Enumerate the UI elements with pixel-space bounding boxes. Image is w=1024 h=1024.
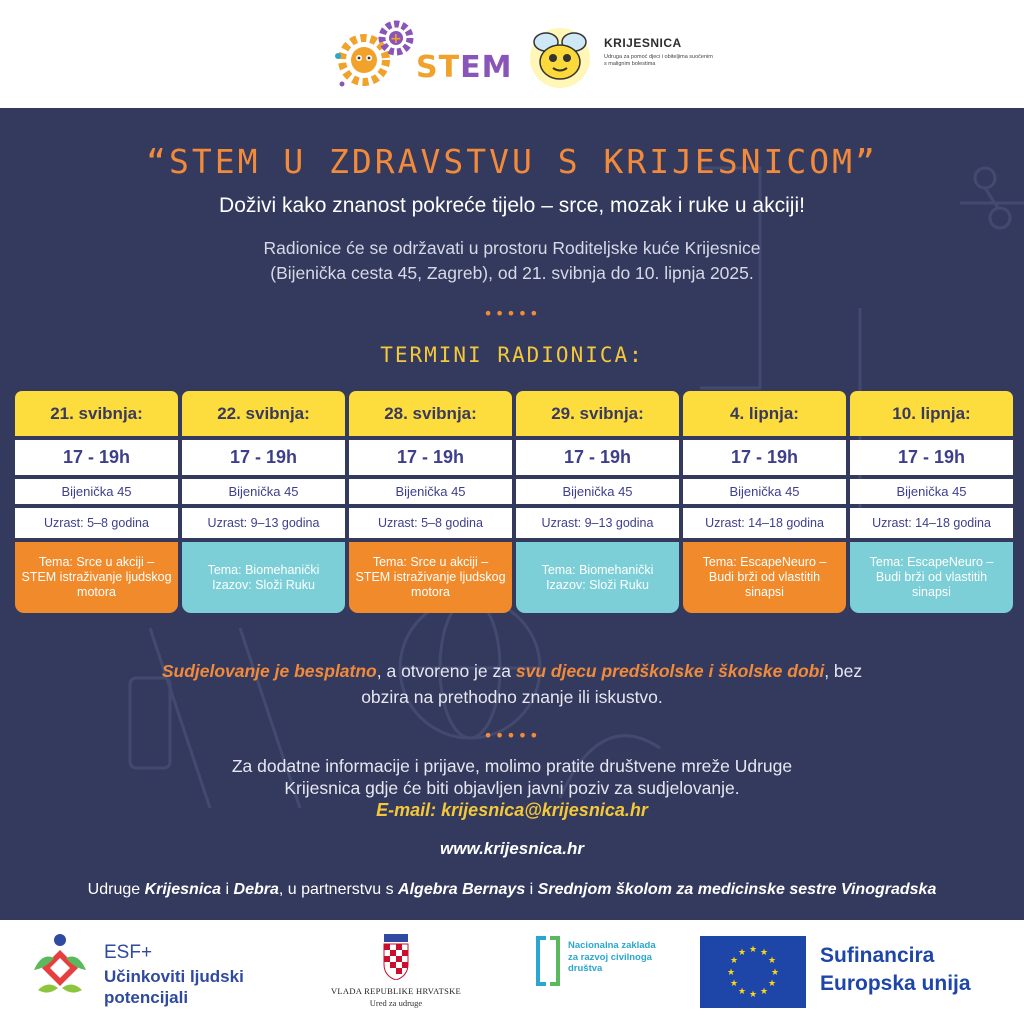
government-office: Ured za udruge: [369, 998, 423, 1008]
header: [0, 0, 1024, 108]
eu-line-2: Europska unija: [820, 972, 971, 995]
workshop-place: Bijenička 45: [850, 479, 1013, 504]
dots-divider: •••••: [483, 726, 541, 745]
workshop-time: 17 - 19h: [182, 440, 345, 475]
svg-text:★: ★: [729, 979, 739, 989]
workshop-card: [349, 391, 512, 613]
partner-name: Srednjom školom za medicinske sestre Vinogradska: [537, 881, 937, 898]
participation-text: [150, 658, 874, 710]
esf-emblem-icon: [28, 930, 98, 1010]
partners-text-part: i: [221, 881, 234, 898]
workshop-topic: Tema: Srce u akciji – STEM istraživanje ljudskog motora: [349, 542, 512, 613]
krijesnica-logo: [522, 20, 712, 92]
svg-text:★: ★: [767, 956, 777, 966]
workshop-place: Bijenička 45: [516, 479, 679, 504]
workshop-date: 21. svibnja:: [15, 391, 178, 436]
workshop-topic: Tema: Srce u akciji – STEM istraživanje ljudskog motora: [15, 542, 178, 613]
workshop-card: [683, 391, 846, 613]
info-line-2: Krijesnica gdje će biti objavljen javni poziv za sudjelovanje.: [284, 778, 740, 798]
workshop-topic: Tema: Biomehanički Izazov: Složi Ruku: [516, 542, 679, 613]
workshop-card: [182, 391, 345, 613]
partners-text: [0, 881, 1024, 899]
workshop-time: 17 - 19h: [516, 440, 679, 475]
foundation-name: Nacionalna zaklada za razvoj civilnoga društva: [568, 940, 656, 974]
eu-flag-icon: [700, 936, 806, 1008]
gear-icon: [330, 16, 420, 96]
workshop-date: 28. svibnja:: [349, 391, 512, 436]
bracket-icon: [534, 936, 562, 986]
krijesnica-tagline: Udruga za pomoć djeci i obiteljima suočenim s malignim bolestima: [604, 54, 713, 67]
partner-name: Krijesnica: [144, 881, 222, 898]
foundation-logo: [534, 936, 664, 1016]
footer: [0, 920, 1024, 1024]
website-link[interactable]: www.krijesnica.hr: [440, 839, 584, 858]
intro-line-1: Radionice će se održavati u prostoru Roditeljske kuće Krijesnice: [263, 238, 761, 258]
info-line-1: Za dodatne informacije i prijave, molimo pratite društvene mreže Udruge: [231, 756, 793, 776]
info-text: [130, 755, 894, 799]
workshop-topic: Tema: EscapeNeuro – Budi brži od vlastitih sinapsi: [850, 542, 1013, 613]
partners-text-part: i: [525, 881, 538, 898]
participation-text-part: , a otvoreno je za: [376, 661, 516, 681]
partner-name: Debra: [233, 881, 279, 898]
workshop-date: 29. svibnja:: [516, 391, 679, 436]
workshop-time: 17 - 19h: [15, 440, 178, 475]
stem-logo-text: STEM: [416, 50, 513, 85]
workshop-card: [15, 391, 178, 613]
free-participation-highlight: Sudjelovanje je besplatno: [161, 661, 377, 681]
workshop-topic: Tema: EscapeNeuro – Budi brži od vlastitih sinapsi: [683, 542, 846, 613]
intro-text: [180, 236, 844, 286]
workshop-place: Bijenička 45: [15, 479, 178, 504]
workshop-time: 17 - 19h: [850, 440, 1013, 475]
svg-text:★: ★: [759, 987, 769, 997]
svg-text:★: ★: [729, 956, 739, 966]
svg-text:★: ★: [726, 968, 736, 978]
croatian-coat-of-arms-icon: [381, 934, 411, 980]
intro-line-2: (Bijenička cesta 45, Zagreb), od 21. svibnja do 10. lipnja 2025.: [270, 263, 754, 283]
workshop-card: [850, 391, 1013, 613]
dots-divider: •••••: [483, 304, 541, 323]
workshop-place: Bijenička 45: [349, 479, 512, 504]
workshop-topic: Tema: Biomehanički Izazov: Složi Ruku: [182, 542, 345, 613]
workshop-age: Uzrast: 9–13 godina: [182, 508, 345, 538]
workshop-age: Uzrast: 9–13 godina: [516, 508, 679, 538]
poster-subtitle: Doživi kako znanost pokreće tijelo – srce, mozak i ruke u akciji!: [219, 194, 805, 217]
workshop-place: Bijenička 45: [182, 479, 345, 504]
workshop-age: Uzrast: 14–18 godina: [850, 508, 1013, 538]
workshop-date: 22. svibnja:: [182, 391, 345, 436]
svg-text:+: +: [390, 31, 402, 47]
workshop-date: 4. lipnja:: [683, 391, 846, 436]
esf-logo: [28, 930, 288, 1014]
svg-text:★: ★: [748, 945, 758, 955]
workshop-place: Bijenička 45: [683, 479, 846, 504]
workshop-time: 17 - 19h: [683, 440, 846, 475]
svg-text:★: ★: [759, 948, 769, 958]
svg-text:★: ★: [748, 990, 758, 1000]
svg-text:★: ★: [737, 987, 747, 997]
workshop-cards: [15, 391, 1011, 613]
eu-logo: [700, 936, 1000, 1008]
stem-logo: [330, 16, 513, 96]
section-title: TERMINI RADIONICA:: [380, 343, 644, 367]
workshop-age: Uzrast: 5–8 godina: [349, 508, 512, 538]
krijesnica-name: KRIJESNICA: [604, 36, 682, 50]
email-link[interactable]: E-mail: krijesnica@krijesnica.hr: [376, 800, 648, 820]
esf-program-name: Učinkoviti ljudski potencijali: [104, 967, 244, 1007]
partner-name: Algebra Bernays: [398, 881, 526, 898]
workshop-time: 17 - 19h: [349, 440, 512, 475]
participation-text-part: , bez obzira na prethodno znanje ili iskustvo.: [361, 661, 863, 707]
government-logo: [316, 934, 476, 1014]
firefly-icon: [522, 20, 598, 92]
government-name: VLADA REPUBLIKE HRVATSKE: [330, 986, 462, 996]
eu-funding-text: [820, 942, 971, 998]
svg-text:★: ★: [770, 968, 780, 978]
main-panel: [0, 108, 1024, 920]
svg-text:★: ★: [737, 948, 747, 958]
workshop-age: Uzrast: 5–8 godina: [15, 508, 178, 538]
workshop-card: [516, 391, 679, 613]
audience-highlight: svu djecu predškolske i školske dobi: [515, 661, 825, 681]
partners-text-part: Udruge: [87, 881, 145, 898]
poster-title: “STEM U ZDRAVSTVU S KRIJESNICOM”: [146, 142, 878, 181]
svg-text:★: ★: [767, 979, 777, 989]
esf-label: ESF+: [104, 942, 153, 963]
workshop-age: Uzrast: 14–18 godina: [683, 508, 846, 538]
workshop-date: 10. lipnja:: [850, 391, 1013, 436]
eu-line-1: Sufinancira: [820, 944, 935, 967]
partners-text-part: , u partnerstvu s: [278, 881, 399, 898]
